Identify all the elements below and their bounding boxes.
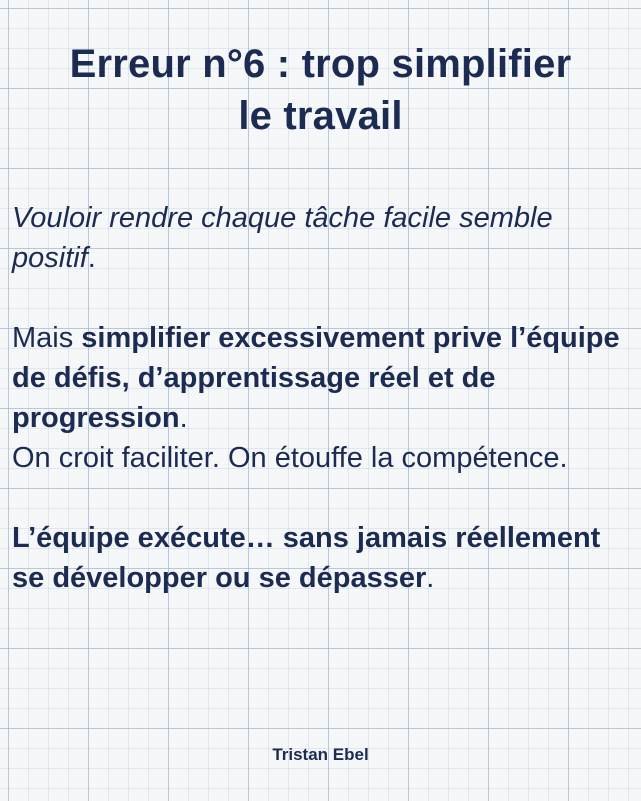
point-paragraph — [12, 318, 632, 438]
conclusion-bold-text: L’équipe exécute… sans jamais réellement se développer ou se dépasser — [12, 522, 601, 594]
point-lead: Mais — [12, 322, 82, 354]
paragraph-spacer — [12, 478, 632, 518]
conclusion-period: . — [426, 562, 435, 594]
intro-italic-text: Vouloir rendre chaque tâche facile semble positif — [12, 202, 553, 274]
title-line-1: Erreur n°6 : trop simplifier — [69, 42, 572, 86]
conclusion-paragraph — [12, 518, 632, 598]
author-signature: Tristan Ebel — [272, 745, 369, 764]
point-followup: On croit faciliter. On étouffe la compétence. — [12, 442, 568, 474]
point-bold-text: simplifier excessivement prive l’équipe de défis, d’apprentissage réel et de progression — [12, 322, 620, 434]
post-title — [0, 38, 641, 142]
title-line-2: le travail — [238, 94, 403, 138]
point-period: . — [179, 402, 188, 434]
paragraph-spacer — [12, 278, 632, 318]
intro-period: . — [87, 242, 96, 274]
intro-paragraph — [12, 198, 632, 278]
post-body — [12, 198, 632, 598]
